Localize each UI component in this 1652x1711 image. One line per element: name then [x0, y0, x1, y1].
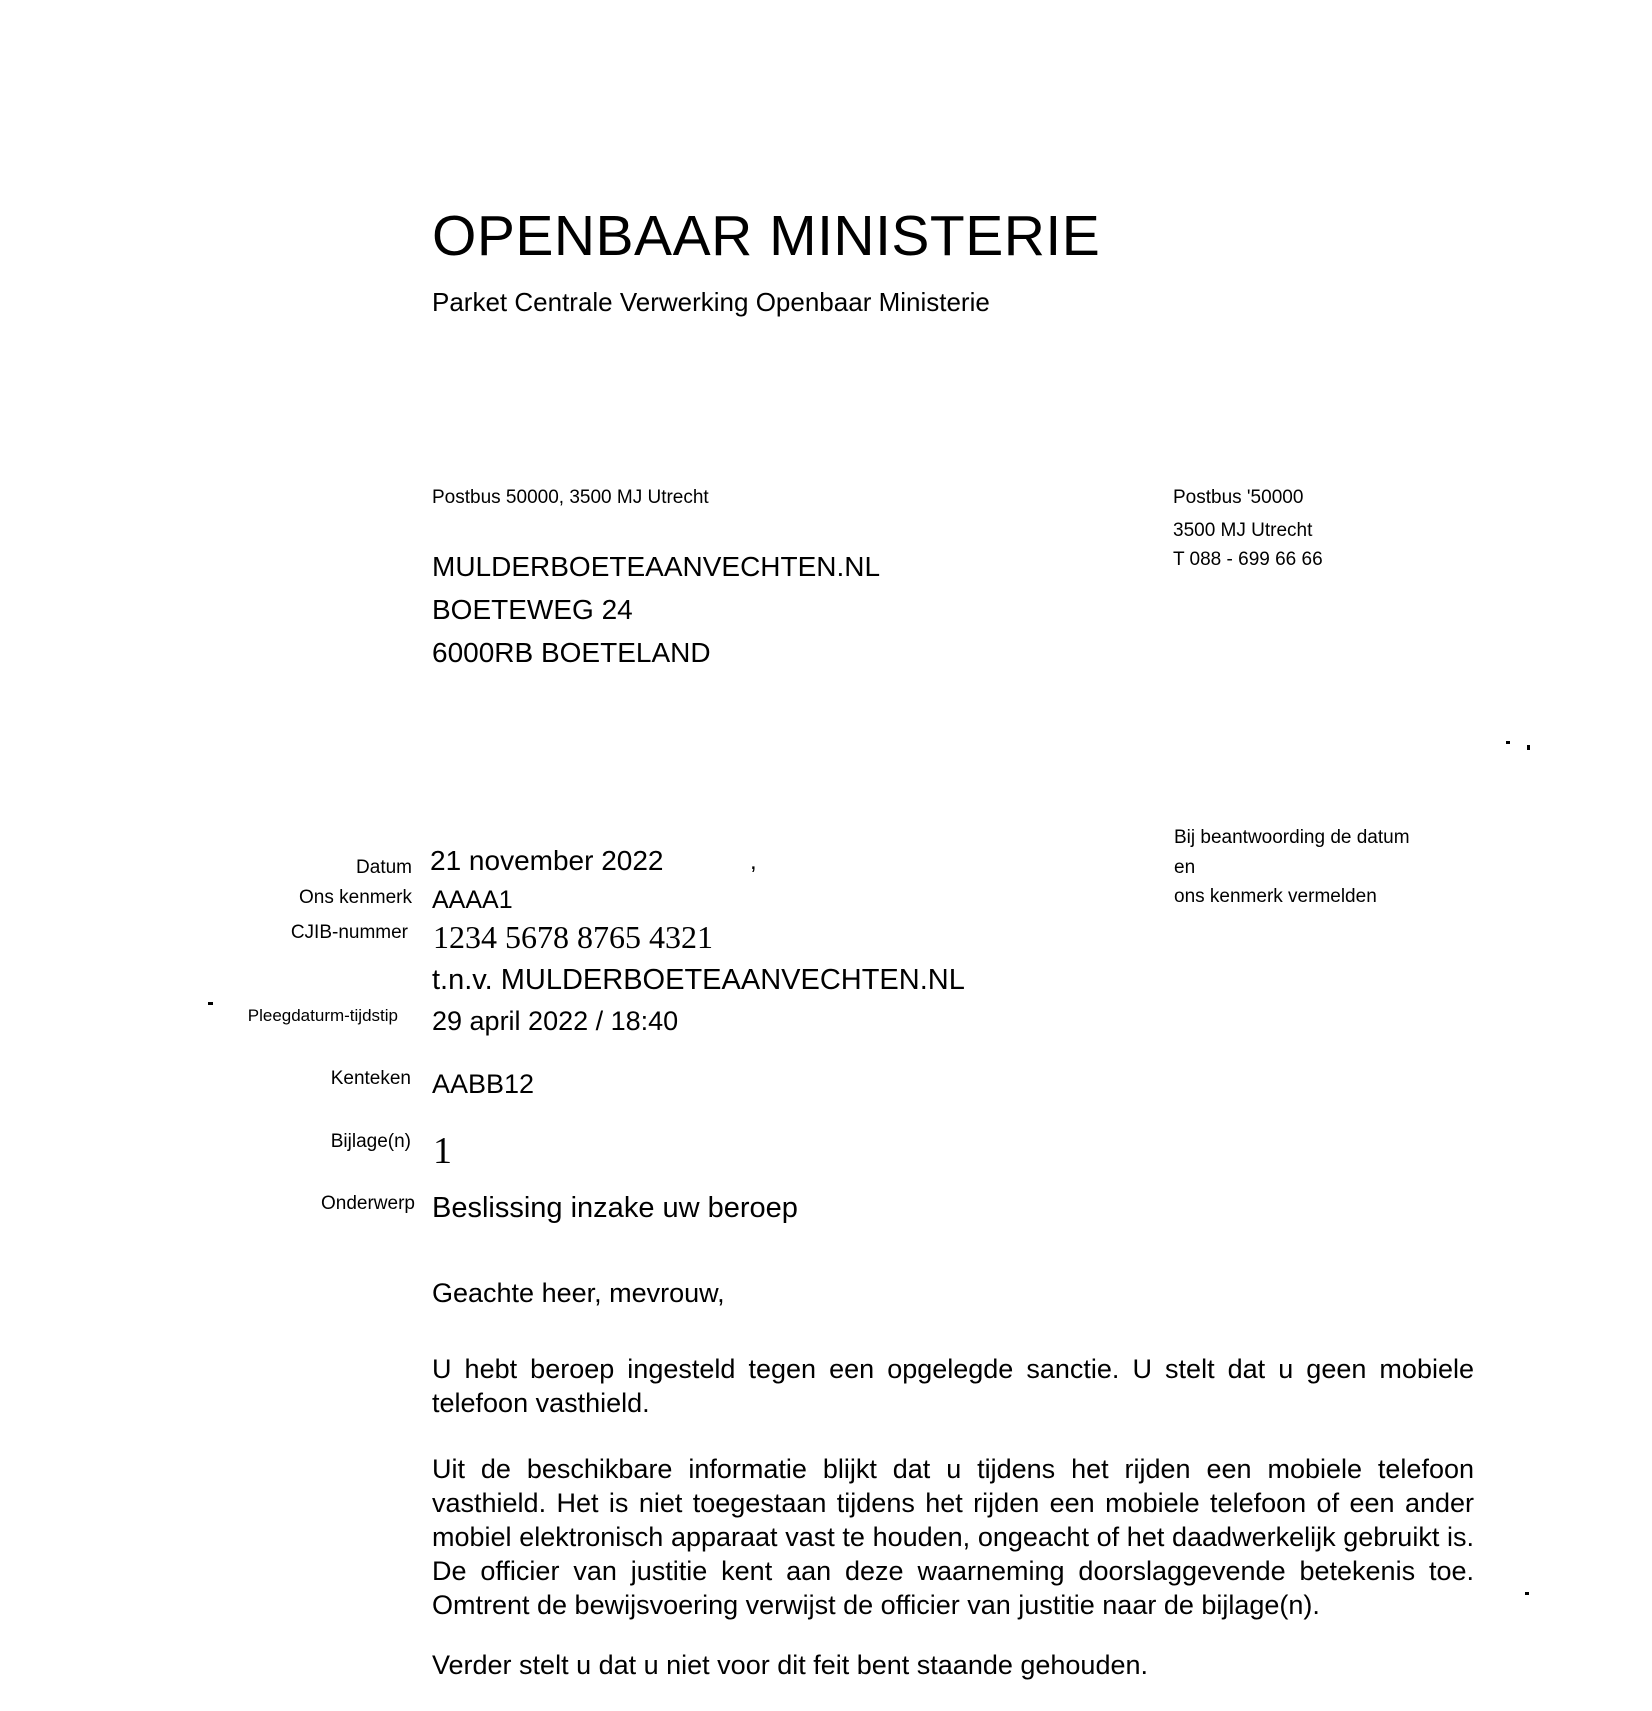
scan-speck	[1527, 745, 1530, 750]
pleegdatum-value: 29 april 2022 / 18:40	[432, 1006, 679, 1036]
reply-line: en	[1174, 857, 1196, 878]
datum-mark: ,	[750, 848, 757, 875]
tnv-value: t.n.v. MULDERBOETEAANVECHTEN.NL	[432, 964, 965, 996]
pleegdatum-label: Pleegdaturm-tijdstip	[247, 1006, 398, 1025]
kenmerk-value: AAAA1	[432, 886, 513, 914]
contact-phone: T 088 - 699 66 66	[1173, 549, 1323, 570]
sender-return-address: Postbus 50000, 3500 MJ Utrecht	[432, 487, 709, 508]
cjib-value: 1234 5678 8765 4321	[433, 919, 713, 955]
reply-line: Bij beantwoording de datum	[1174, 827, 1410, 848]
contact-line: Postbus '50000	[1173, 487, 1304, 508]
cjib-label: CJIB-nummer	[290, 922, 408, 943]
contact-line: 3500 MJ Utrecht	[1173, 520, 1313, 541]
datum-label: Datum	[356, 857, 412, 878]
bijlage-label: Bijlage(n)	[330, 1131, 411, 1152]
body-paragraph: Verder stelt u dat u niet voor dit feit bent staande gehouden.	[432, 1650, 1149, 1680]
recipient-line: 6000RB BOETELAND	[432, 637, 711, 668]
kenmerk-label: Ons kenmerk	[299, 887, 412, 908]
recipient-line: MULDERBOETEAANVECHTEN.NL	[432, 551, 881, 582]
body-paragraph: Uit de beschikbare informatie blijkt dat u tijdens het rijden een mobiele telefoon vasthield. Het is niet toegestaan tijdens het rijden een mobiele telefoon of een ander mobiel elektronisch apparaat vast te houden, ongeacht of het daadwerkelijk gebruikt is. De officier van justitie kent aan deze waarneming doorslaggevende betekenis toe. Omtrent de bewijsvoering verwijst de officier van justitie naar de bijlage(n).	[432, 1454, 1474, 1620]
onderwerp-value: Beslissing inzake uw beroep	[432, 1192, 798, 1224]
scan-speck	[1525, 1592, 1529, 1595]
scan-speck	[1506, 741, 1510, 744]
onderwerp-label: Onderwerp	[321, 1193, 415, 1214]
kenteken-label: Kenteken	[330, 1068, 411, 1089]
department-name: Parket Centrale Verwerking Openbaar Ministerie	[432, 287, 990, 317]
recipient-line: BOETEWEG 24	[432, 594, 633, 625]
bijlage-value: 1	[433, 1130, 452, 1172]
reply-line: ons kenmerk vermelden	[1174, 886, 1377, 907]
scan-speck	[208, 1002, 213, 1005]
datum-value: 21 november 2022	[430, 845, 664, 876]
kenteken-value: AABB12	[432, 1069, 535, 1099]
greeting: Geachte heer, mevrouw,	[432, 1278, 725, 1308]
body-paragraph: U hebt beroep ingesteld tegen een opgelegde sanctie. U stelt dat u geen mobiele telefoon vasthield.	[432, 1354, 1474, 1418]
organization-name: OPENBAAR MINISTERIE	[432, 204, 1101, 268]
